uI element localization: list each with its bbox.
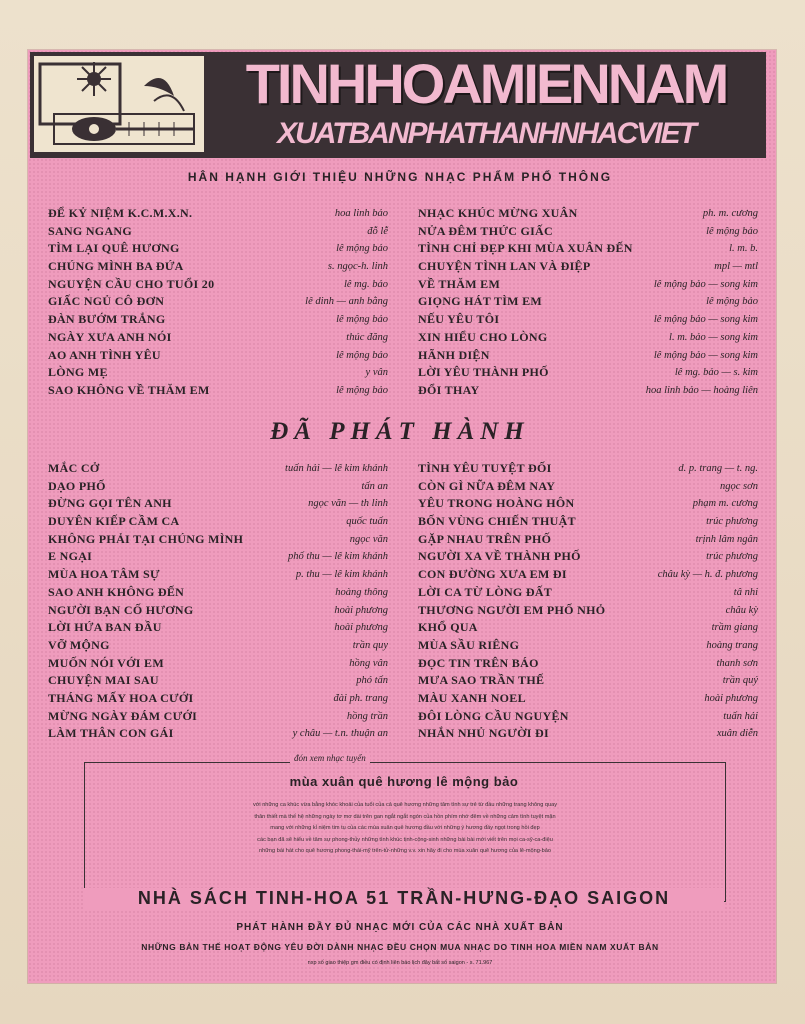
song-author: trần quý [722, 675, 758, 687]
song-row [418, 637, 758, 655]
song-title: VỠ MỘNG [48, 637, 110, 652]
new-songs-right-column [418, 205, 758, 400]
song-author: hoa linh bảo [334, 208, 388, 219]
song-row [48, 672, 388, 690]
song-row [418, 460, 758, 478]
song-title: ĐỌC TIN TRÊN BÁO [418, 655, 539, 670]
song-author: đài ph. trang [333, 692, 388, 704]
song-author: hoàng thông [335, 586, 388, 598]
published-heading: ĐÃ PHÁT HÀNH [270, 418, 530, 445]
song-title: AO ANH TÌNH YÊU [48, 347, 161, 362]
song-title: GẶP NHAU TRÊN PHỐ [418, 531, 552, 546]
song-author: ngọc văn [349, 533, 388, 545]
song-author: lê mộng bảo [336, 243, 388, 255]
song-author: p. thu — lê kim khánh [295, 569, 388, 581]
song-author: lê mộng bảo [706, 225, 758, 237]
song-author: tấn an [361, 480, 388, 492]
song-author: hoa linh bảo — hoàng liên [645, 384, 758, 396]
song-title: MUỐN NÓI VỚI EM [48, 655, 164, 670]
song-author: mpl — mtl [714, 261, 758, 273]
song-row [418, 311, 758, 329]
song-row [48, 531, 388, 549]
song-author: lê mộng bảo — song kim [653, 314, 758, 326]
song-row [48, 223, 388, 241]
song-author: lê mg. bảo [343, 278, 388, 290]
song-author: châu kỳ — h. đ. phương [657, 569, 758, 581]
song-row [418, 347, 758, 365]
song-row [48, 637, 388, 655]
song-title: SAO ANH KHÔNG ĐẾN [48, 584, 185, 599]
song-title: NỬA ĐÊM THỨC GIẤC [418, 223, 553, 238]
song-author: lê mộng bảo — song kim [653, 349, 758, 361]
song-title: NHẮN NHỦ NGƯỜI ĐI [418, 726, 549, 741]
song-author: lê mộng bảo [336, 349, 388, 361]
song-row [48, 708, 388, 726]
song-title: TÌNH YÊU TUYỆT ĐỐI [418, 461, 552, 475]
song-title: ĐÀN BƯỚM TRẮNG [48, 312, 166, 327]
song-title: TÌM LẠI QUÊ HƯƠNG [48, 241, 180, 256]
song-row [48, 566, 388, 584]
song-row [48, 655, 388, 673]
song-author: y châu — t.n. thuận an [292, 728, 388, 740]
song-title: LÒNG MẸ [48, 365, 108, 380]
brand-title: TINHHOAMIENNAM [245, 52, 727, 115]
song-title: ĐỂ KỶ NIỆM K.C.M.X.N. [48, 206, 193, 220]
song-author: trịnh lâm ngân [695, 533, 758, 545]
distribution-line-3: nxp số giao thiệp gm điều có định liên báo lịch đây bất số saigon - s. 71.967 [307, 960, 493, 966]
song-row [418, 258, 758, 276]
song-author: thúc đăng [346, 331, 388, 343]
song-title: LỜI CA TỪ LÒNG ĐẤT [418, 584, 553, 599]
song-row [418, 329, 758, 347]
promo-line: những bài hát cho quê hương phong-thái-mỹ trên-tử-những v.v. xin hãy đi cho mùa xuân quê hương của lê-mộng-bảo [258, 848, 552, 854]
published-left-column [48, 460, 388, 743]
song-title: THƯƠNG NGƯỜI EM PHỐ NHỎ [418, 602, 606, 617]
song-title: CON ĐƯỜNG XƯA EM ĐI [418, 567, 567, 582]
promo-body [110, 800, 700, 858]
song-author: phố thu — lê kim khánh [287, 551, 388, 563]
song-row [418, 276, 758, 294]
song-title: MÙA SẦU RIÊNG [418, 637, 520, 652]
song-title: ĐỪNG GỌI TÊN ANH [48, 496, 172, 511]
song-author: châu kỳ [725, 604, 758, 616]
distribution-line-2: NHỮNG BẢN THẾ HOẠT ĐỘNG YÊU ĐỜI DÀNH NHẠC ĐỀU CHỌN MUA NHẠC DO TINH HOA MIỀN NAM XUẤT BẢN [141, 942, 659, 952]
song-title: MỪNG NGÀY ĐÁM CƯỚI [48, 708, 198, 723]
song-row [48, 478, 388, 496]
intro-heading: HÂN HẠNH GIỚI THIỆU NHỮNG NHẠC PHẨM PHỔ THÔNG [187, 170, 613, 184]
song-title: DUYÊN KIẾP CẦM CA [48, 514, 180, 529]
song-row [48, 364, 388, 382]
song-row [418, 293, 758, 311]
song-author: s. ngọc-h. linh [327, 261, 388, 273]
song-author: tuấn hải — lê kim khánh [285, 463, 388, 474]
song-row [418, 566, 758, 584]
song-row [418, 240, 758, 258]
song-title: LỜI HỨA BAN ĐẦU [48, 620, 162, 635]
song-author: lê mộng bảo — song kim [653, 278, 758, 290]
song-author: hồng trần [346, 710, 388, 722]
song-title: NGÀY XƯA ANH NÓI [48, 329, 172, 344]
song-row [48, 584, 388, 602]
song-title: ĐỔI THAY [418, 382, 480, 397]
song-title: NGƯỜI BẠN CỐ HƯƠNG [48, 602, 194, 617]
song-title: MƯA SAO TRẦN THẾ [418, 673, 545, 688]
song-author: xuân diễn [716, 728, 758, 740]
song-author: ph. m. cương [702, 208, 758, 219]
song-row [418, 364, 758, 382]
song-row [48, 690, 388, 708]
brand-tagline: XUATBANPHATHANHNHACVIET [277, 117, 695, 150]
song-author: y vân [365, 367, 388, 379]
song-title: GIỌNG HÁT TÌM EM [418, 294, 543, 309]
song-title: SANG NGANG [48, 223, 133, 238]
song-author: quốc tuấn [346, 516, 388, 528]
published-right-column [418, 460, 758, 743]
song-title: GIẤC NGỦ CÔ ĐƠN [48, 294, 165, 309]
song-title: CHÚNG MÌNH BA ĐỨA [48, 259, 184, 274]
song-row [418, 382, 758, 400]
song-row [418, 725, 758, 743]
song-title: KHỔ QUA [418, 620, 478, 635]
song-title: MÙA HOA TÂM SỰ [48, 567, 160, 582]
song-author: ngọc sơn [720, 480, 758, 492]
song-author: tâ nhi [733, 586, 758, 598]
song-row [48, 205, 388, 223]
song-row [418, 205, 758, 223]
promo-line: các bạn đã sẽ hiểu về tâm sự phong-thủy những tình khúc tịnh-cộng-sinh những bài bài mới viết trên mọi ca-sỹ-ca-điệu [257, 836, 553, 843]
song-author: thanh sơn [716, 657, 758, 669]
song-title: E NGẠI [48, 549, 93, 564]
logo-guitar-flower-art [34, 56, 204, 152]
song-author: hoài phương [334, 604, 388, 616]
new-songs-left-column [48, 205, 388, 400]
song-title: CHUYỆN TÌNH LAN VÀ ĐIỆP [418, 259, 591, 274]
song-row [418, 548, 758, 566]
song-row [418, 478, 758, 496]
song-author: hoài phương [334, 622, 388, 634]
song-row [48, 293, 388, 311]
song-title: LÀM THÂN CON GÁI [48, 726, 174, 741]
song-row [48, 495, 388, 513]
song-author: d. p. trang — t. ng. [678, 463, 758, 474]
promo-title: mùa xuân quê hương lê mộng bảo [289, 774, 519, 789]
song-author: l. m. b. [729, 243, 758, 255]
song-author: lê mộng bảo [336, 314, 388, 326]
song-row [418, 672, 758, 690]
promo-line: với những ca khúc vừa bằng khóc khoải của tuổi của cả quê hương những tâm tình sự trẻ từ đầu những trang không quay [252, 802, 558, 808]
song-row [48, 513, 388, 531]
promo-line: thân thiết mà thế hệ những ngày tơ mơ dài trên gan ngắt ngắt ngón của hồn phím nhớ đêm về những cảm tình tuyệt mặn [254, 813, 556, 820]
song-author: phó tấn [356, 675, 388, 687]
song-row [418, 513, 758, 531]
song-title: MÀU XANH NOEL [418, 690, 526, 705]
song-author: lê mộng bảo [706, 296, 758, 308]
song-author: đỗ lễ [367, 225, 388, 237]
song-title: CHUYỆN MAI SAU [48, 673, 159, 688]
song-author: tuấn hải [723, 710, 758, 722]
song-row [48, 240, 388, 258]
song-title: NGƯỜI XA VỀ THÀNH PHỐ [418, 549, 581, 564]
song-row [418, 223, 758, 241]
song-row [48, 548, 388, 566]
song-author: ngọc văn — th linh [308, 498, 388, 510]
song-row [48, 311, 388, 329]
song-title: DẠO PHỐ [48, 478, 106, 493]
song-author: trúc phương [706, 516, 758, 528]
song-author: hồng vân [349, 657, 388, 669]
song-title: HÃNH DIỆN [418, 347, 490, 362]
song-title: ĐÔI LÒNG CẦU NGUYỆN [418, 708, 569, 723]
song-title: BỐN VÙNG CHIẾN THUẬT [418, 514, 576, 529]
song-row [418, 708, 758, 726]
song-row [418, 584, 758, 602]
song-row [418, 495, 758, 513]
song-title: NHẠC KHÚC MỪNG XUÂN [418, 206, 578, 220]
song-title: LỜI YÊU THÀNH PHỐ [418, 365, 549, 380]
song-author: trúc phương [706, 551, 758, 563]
song-row [418, 531, 758, 549]
song-row [418, 655, 758, 673]
song-author: trầm giang [711, 622, 758, 634]
song-row [48, 329, 388, 347]
song-row [48, 619, 388, 637]
store-address: NHÀ SÁCH TINH-HOA 51 TRẦN-HƯNG-ĐẠO SAIGON [84, 888, 724, 909]
song-author: l. m. bảo — song kim [669, 331, 758, 343]
song-row [418, 619, 758, 637]
song-title: XIN HIỂU CHO LÒNG [418, 329, 548, 344]
song-author: lê mg. bảo — s. kim [674, 367, 758, 379]
distribution-line-1: PHÁT HÀNH ĐẦY ĐỦ NHẠC MỚI CỦA CÁC NHÀ XUẤT BẢN [236, 922, 564, 933]
song-author: lê mộng bảo [336, 384, 388, 396]
song-row [48, 460, 388, 478]
song-title: CÒN GÌ NỮA ĐÊM NAY [418, 478, 556, 493]
song-row [418, 690, 758, 708]
song-row [48, 602, 388, 620]
song-author: hoàng trang [706, 639, 758, 651]
song-row [418, 602, 758, 620]
song-title: NGUYỆN CẦU CHO TUỔI 20 [48, 276, 215, 291]
song-title: SAO KHÔNG VỀ THĂM EM [48, 382, 210, 397]
song-row [48, 258, 388, 276]
song-row [48, 382, 388, 400]
song-author: trần quy [352, 639, 388, 651]
song-title: KHÔNG PHẢI TẠI CHÚNG MÌNH [48, 531, 244, 546]
promo-label: đón xem nhạc tuyển [290, 753, 370, 763]
song-row [48, 276, 388, 294]
song-author: lê dinh — anh bằng [305, 296, 388, 308]
song-title: MẮC CỞ [48, 461, 100, 475]
song-title: VỀ THĂM EM [418, 276, 501, 291]
song-title: NẾU YÊU TÔI [418, 312, 500, 327]
song-author: hoài phương [704, 692, 758, 704]
song-title: THÁNG MẤY HOA CƯỚI [48, 690, 194, 705]
song-row [48, 725, 388, 743]
song-row [48, 347, 388, 365]
song-title: YÊU TRONG HOÀNG HÔN [418, 496, 575, 511]
guitar-flower-icon [34, 56, 204, 152]
promo-line: mang với những kỉ niệm tim tụ của các mùa xuân quê hương đầu với những ý hương đầy ngọt trong hồi đẹp [270, 825, 540, 831]
song-title: TÌNH CHỈ ĐẸP KHI MÙA XUÂN ĐẾN [418, 241, 633, 256]
song-author: phạm m. cương [692, 498, 758, 510]
